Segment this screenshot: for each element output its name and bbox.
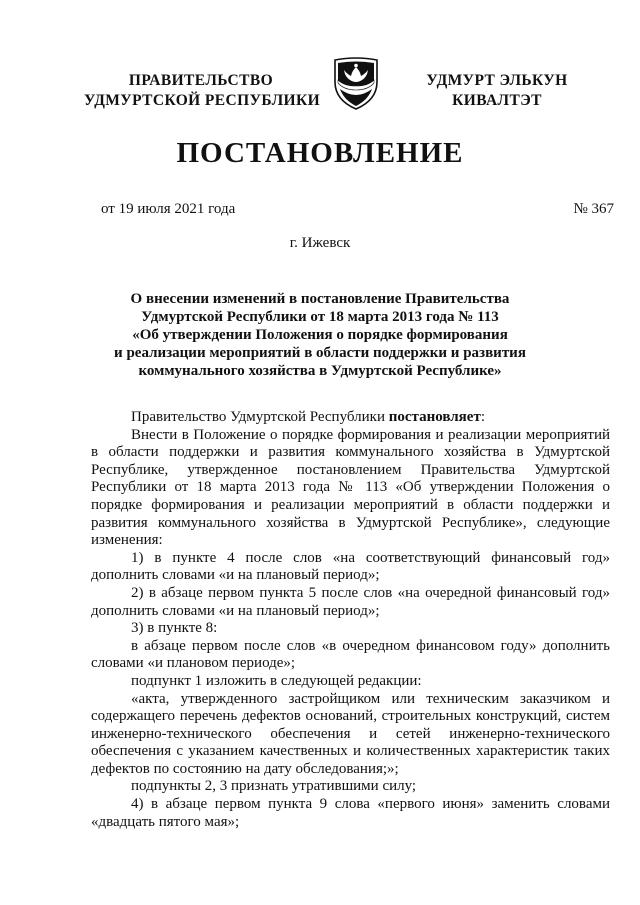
paragraph-item-4: 4) в абзаце первом пункта 9 слова «первого июня» заменить словами «двадцать пятого мая»; [91, 796, 610, 830]
title-line: Удмуртской Республики от 18 марта 2013 года № 113 [141, 309, 499, 325]
header-right-line2: КИВАЛТЭТ [452, 92, 542, 109]
paragraph-item-3-c: подпункты 2, 3 признать утратившими силу; [131, 778, 417, 795]
title-line: «Об утверждении Положения о порядке формирования [132, 327, 508, 343]
title-line: коммунального хозяйства в Удмуртской Республике» [138, 363, 502, 379]
header-government-ru [84, 71, 321, 111]
paragraph-preamble [91, 409, 610, 427]
header-right-line1: УДМУРТ ЭЛЬКУН [426, 72, 568, 89]
preamble-keyword: постановляет [388, 409, 481, 425]
document-body [91, 409, 610, 831]
paragraph-item-3: 3) в пункте 8: [131, 620, 218, 637]
paragraph-main: Внести в Положение о порядке формирования и реализации мероприятий в области поддержки и развития коммунального хозяйства в Удмуртской Республике, утвержденное постановлением Правительства Удмуртской Республики от 18 марта 2013 года № 113 «Об утверждении Положения о порядке формирования и реализации мероприятий в области поддержки и развития коммунального хозяйства в Удмуртской Республике», следующие изменения: [91, 426, 610, 549]
document-type-heading: ПОСТАНОВЛЕНИЕ [176, 137, 464, 169]
document-date: от 19 июля 2021 года [101, 201, 236, 217]
preamble-punct: : [480, 409, 485, 425]
header-left-line2: УДМУРТСКОЙ РЕСПУБЛИКИ [84, 92, 321, 109]
preamble-text: Правительство Удмуртской Республики [131, 409, 389, 425]
document-city: г. Ижевск [289, 235, 351, 251]
paragraph-item-1: 1) в пункте 4 после слов «на соответствующий финансовый год» дополнить словами «и на плановый период»; [91, 549, 610, 584]
paragraph-item-3-b: подпункт 1 изложить в следующей редакции: [131, 672, 422, 689]
paragraph-item-3-a: в абзаце первом после слов «в очередном финансовом году» дополнить словами «и плановом периоде»; [91, 637, 610, 672]
document-title [80, 290, 560, 380]
header-government-udm [408, 71, 586, 111]
paragraph-item-2: 2) в абзаце первом пункта 5 после слов «на очередной финансовый год» дополнить словами «и на плановый период»; [91, 584, 610, 619]
document-number: № 367 [573, 201, 614, 217]
coat-of-arms-icon [332, 56, 380, 110]
title-line: и реализации мероприятий в области поддержки и развития [114, 345, 526, 361]
header-left-line1: ПРАВИТЕЛЬСТВО [128, 72, 274, 89]
paragraph-quote: «акта, утвержденного застройщиком или техническим заказчиком и содержащего перечень дефектов оснований, строительных конструкций, систем инженерно-технического обеспечения и сетей инженерно-технического обеспечения с указанием качественных и количественных характеристик таких дефектов по состоянию на дату обследования;»; [91, 690, 610, 777]
title-line: О внесении изменений в постановление Правительства [130, 291, 510, 307]
